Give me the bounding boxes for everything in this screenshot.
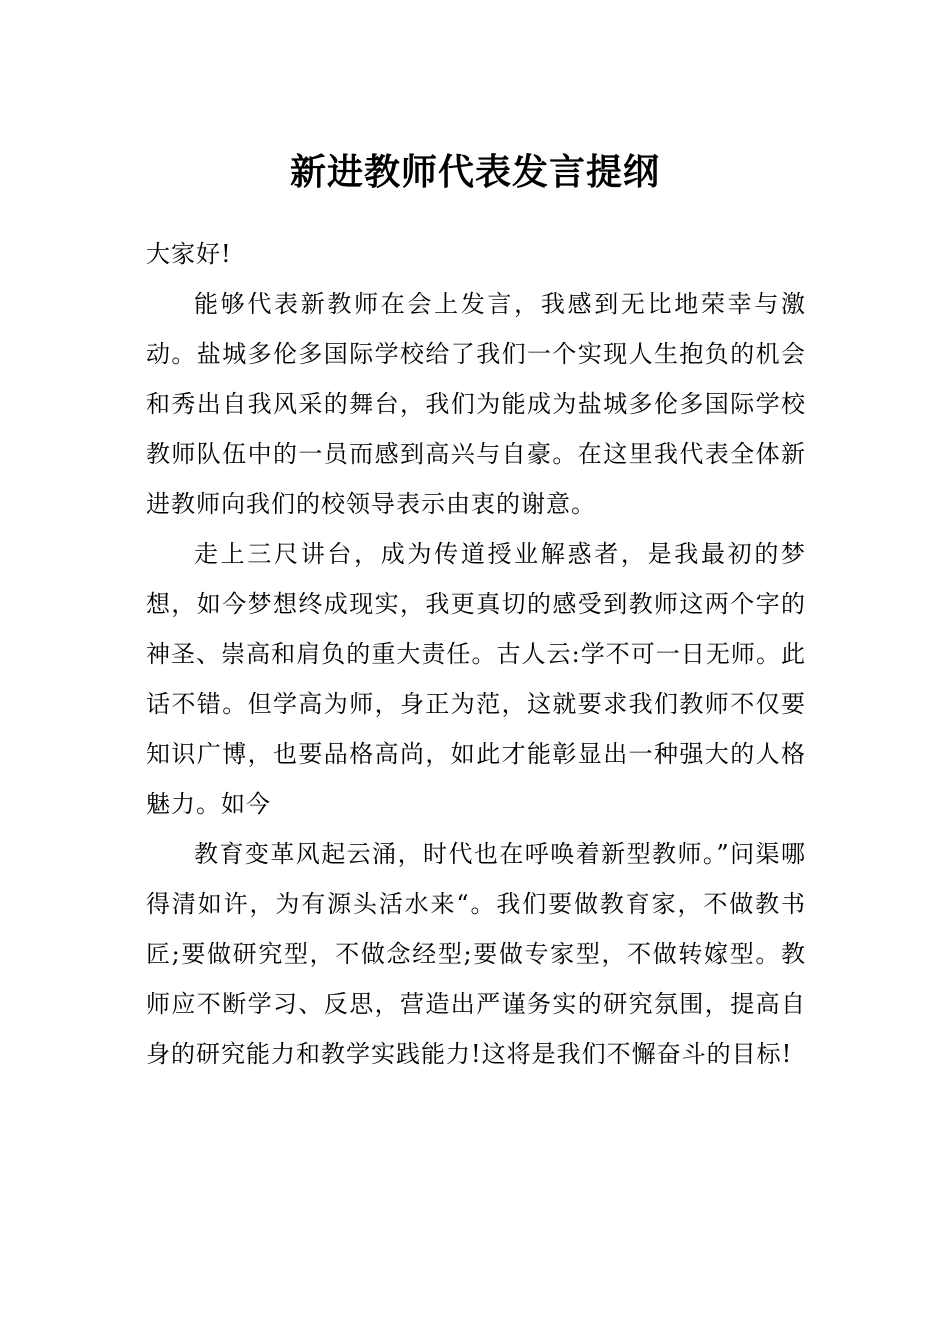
paragraph-1: 能够代表新教师在会上发言，我感到无比地荣幸与激动。盐城多伦多国际学校给了我们一个实现人生抱负的机会和秀出自我风采的舞台，我们为能成为盐城多伦多国际学校教师队伍中的一员而感到高兴与自豪。在这里我代表全体新进教师向我们的校领导表示由衷的谢意。 bbox=[146, 290, 806, 518]
greeting: 大家好! bbox=[146, 240, 232, 268]
document-body bbox=[146, 229, 806, 1079]
paragraph-3: 教育变革风起云涌，时代也在呼唤着新型教师。”问渠哪得清如许，为有源头活水来“。我们要做教育家，不做教书匠;要做研究型，不做念经型;要做专家型，不做转嫁型。教师应不断学习、反思，营造出严谨务实的研究氛围，提高自身的研究能力和教学实践能力!这将是我们不懈奋斗的目标! bbox=[146, 840, 806, 1068]
page-title: 新进教师代表发言提纲 bbox=[289, 151, 660, 193]
paragraph-2: 走上三尺讲台，成为传道授业解惑者，是我最初的梦想，如今梦想终成现实，我更真切的感受到教师这两个字的神圣、崇高和肩负的重大责任。古人云:学不可一日无师。此话不错。但学高为师，身正为范，这就要求我们教师不仅要知识广博，也要品格高尚，如此才能彰显出一种强大的人格魅力。如今 bbox=[146, 540, 806, 818]
